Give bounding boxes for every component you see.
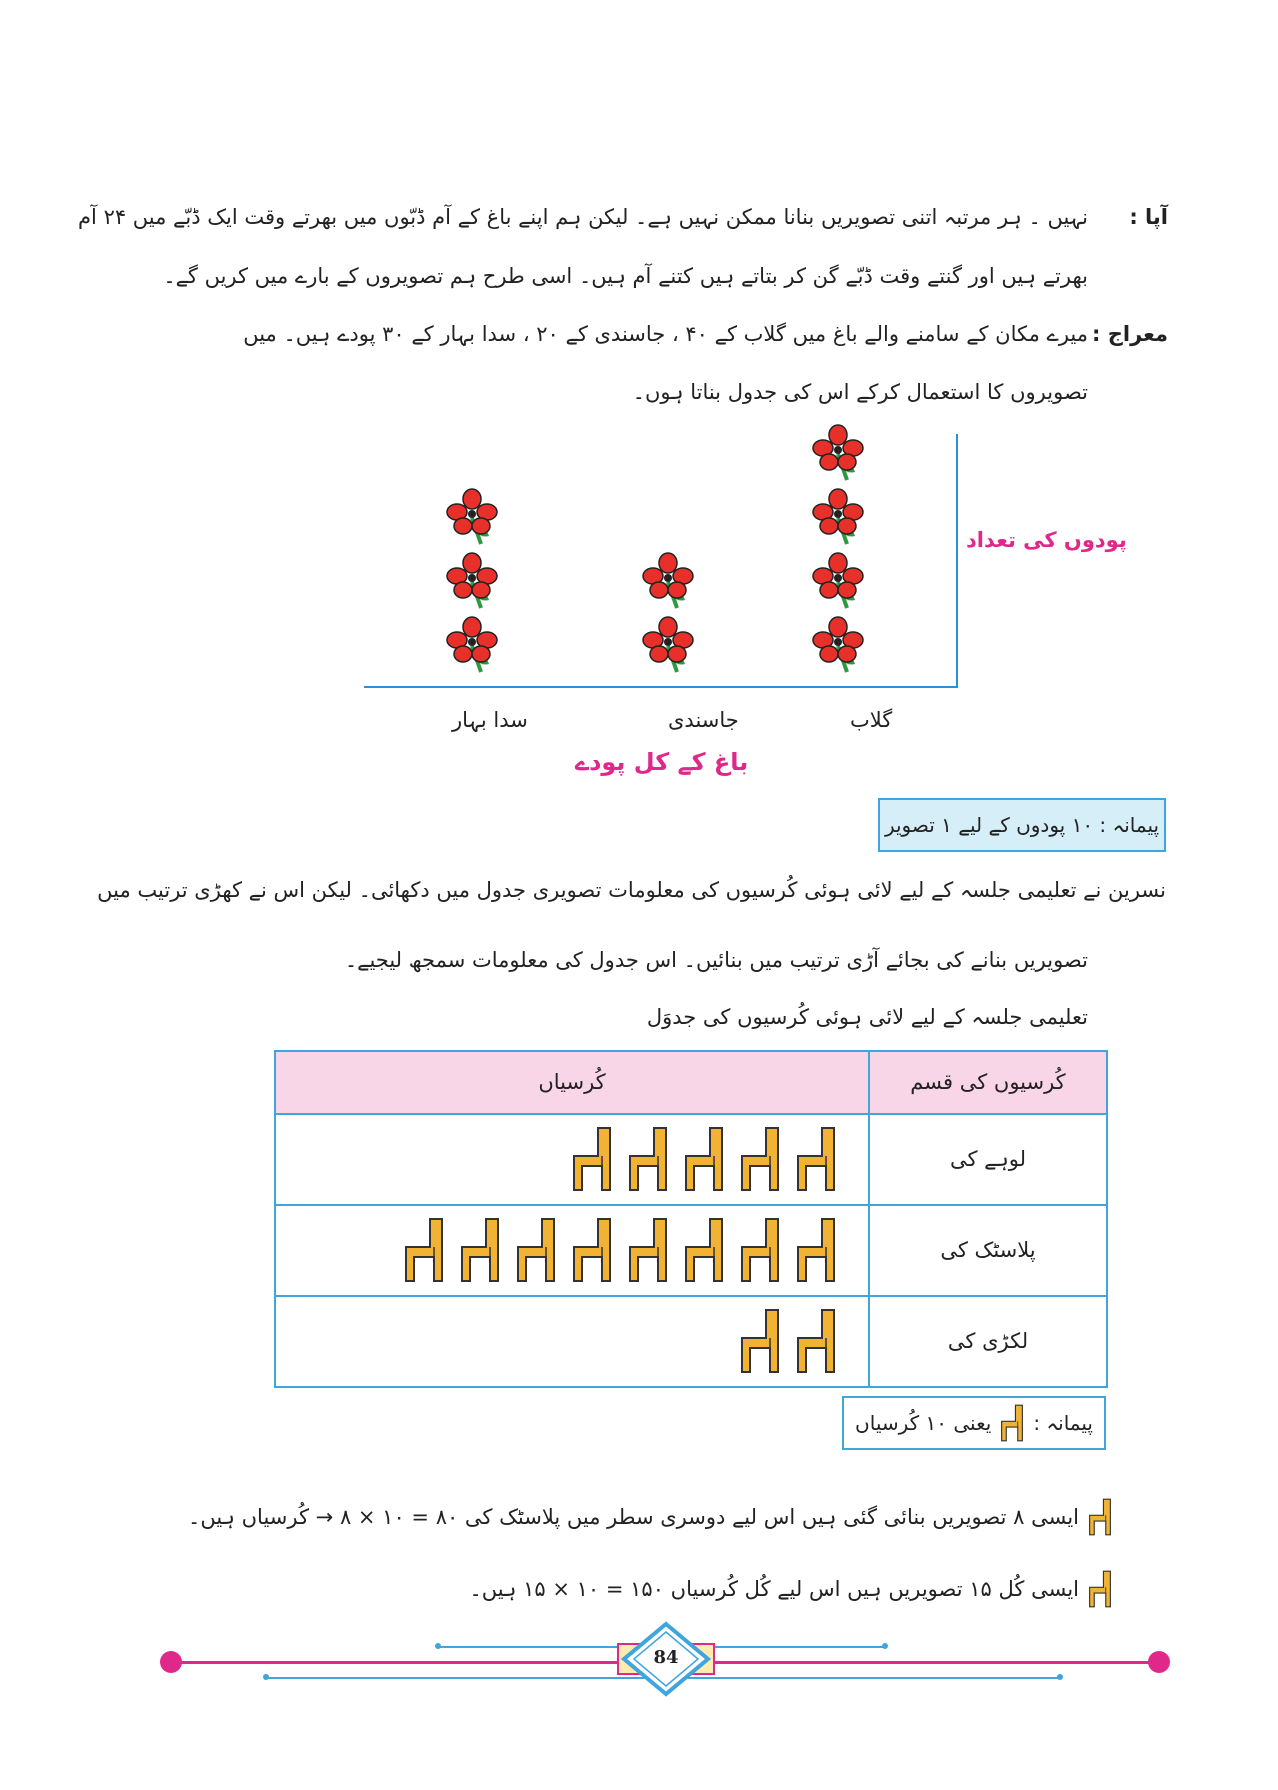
chair-icon [794,1308,838,1374]
footer-dot-right [1148,1651,1170,1673]
flower-icon [811,488,865,550]
apa-line-1: نہیں ۔ ہر مرتبہ اتنی تصویریں بنانا ممکن نہیں ہے۔ لیکن ہم اپنے باغ کے آم ڈبّوں میں بھرتے وقت ایک ڈبّے میں ۲۴ آم [78,205,1088,229]
table-row [275,1205,1107,1296]
scale-box-chairs [842,1396,1106,1450]
header-chair-type: کُرسیوں کی قسم [869,1051,1107,1114]
chart-title: باغ کے کل پودے [575,748,749,776]
flower-icon [811,552,865,614]
chair-icon [514,1217,558,1283]
footer-blue-dot [435,1643,441,1649]
flower-icon [445,552,499,614]
category-label-0: گلاب [850,708,893,732]
footer-blue-dot [882,1643,888,1649]
flower-icon [641,616,695,678]
table-row [275,1296,1107,1387]
note-2 [470,1570,1114,1608]
chair-icon [626,1126,670,1192]
chair-cell-wood [275,1296,869,1387]
chair-icon [570,1126,614,1192]
note-1 [188,1498,1113,1536]
y-axis-label: پودوں کی تعداد [966,528,1127,552]
chair-cell-plastic [275,1205,869,1296]
scale2-suffix: یعنی ۱۰ کُرسیاں [855,1411,992,1435]
chair-icon [402,1217,446,1283]
category-label-1: جاسندی [668,708,739,732]
header-chairs: کُرسیاں [275,1051,869,1114]
chair-icon [794,1217,838,1283]
chair-icon [794,1126,838,1192]
apa-line-2: بھرتے ہیں اور گنتے وقت ڈبّے گن کر بتاتے ہیں کتنے آم ہیں۔ اسی طرح ہم تصویروں کے بارے میں کریں گے۔ [163,264,1088,288]
chair-icon [738,1217,782,1283]
chair-icon [570,1217,614,1283]
footer-blue-dot [1057,1674,1063,1680]
miraj-line-1: میرے مکان کے سامنے والے باغ میں گلاب کے ۴۰ ، جاسندی کے ۲۰ ، سدا بہار کے ۳۰ پودے ہیں۔ میں [243,322,1088,346]
miraj-line-2: تصویروں کا استعمال کرکے اس کی جدول بناتا ہوں۔ [632,380,1088,404]
table-header-row [275,1051,1107,1114]
speaker-apa: آپا : [1129,205,1168,229]
note-1-text: ایسی ۸ تصویریں بنائی گئی ہیں اس لیے دوسری سطر میں پلاسٹک کی ۸۰ = ۱۰ × ۸ → کُرسیاں ہیں۔ [188,1505,1079,1529]
page-number: 84 [653,1647,679,1668]
flower-icon [445,616,499,678]
intro-line-2: تصویریں بنانے کی بجائے آڑی ترتیب میں بنائیں۔ اس جدول کی معلومات سمجھ لیجیے۔ [344,948,1088,972]
chair-icon [626,1217,670,1283]
y-axis [956,434,958,688]
chair-icon [682,1217,726,1283]
flower-icon [811,424,865,486]
note-2-text: ایسی کُل ۱۵ تصویریں ہیں اس لیے کُل کُرسیاں ۱۵۰ = ۱۰ × ۱۵ ہیں۔ [469,1577,1079,1601]
scale2-prefix: پیمانہ : [1033,1411,1093,1435]
table-title: تعلیمی جلسہ کے لیے لائی ہوئی کُرسیوں کی جدوَل [646,1005,1088,1029]
scale-box-flowers [878,798,1166,852]
chair-icon [738,1126,782,1192]
speaker-miraj: معراج : [1092,322,1168,346]
chair-icon [682,1126,726,1192]
chair-cell-iron [275,1114,869,1205]
row-type-plastic: پلاسٹک کی [869,1205,1107,1296]
scale-label: پیمانہ : ۱۰ پودوں کے لیے ۱ تصویر [884,813,1160,837]
table-row [275,1114,1107,1205]
chair-icon [1087,1570,1113,1608]
chair-icon [738,1308,782,1374]
flower-icon [445,488,499,550]
x-axis [364,686,958,688]
row-type-wood: لکڑی کی [869,1296,1107,1387]
chair-icon [999,1404,1025,1442]
footer-dot-left [160,1651,182,1673]
chair-icon [1087,1498,1113,1536]
chair-icon [458,1217,502,1283]
footer-blue-dot [263,1674,269,1680]
intro-line-1: نسرین نے تعلیمی جلسہ کے لیے لائی ہوئی کُرسیوں کی معلومات تصویری جدول میں دکھائی۔ لیکن اس نے کھڑی ترتیب میں [97,878,1166,902]
row-type-iron: لوہے کی [869,1114,1107,1205]
chairs-table [274,1050,1108,1388]
flower-icon [641,552,695,614]
category-label-2: سدا بہار [452,708,528,732]
flower-icon [811,616,865,678]
